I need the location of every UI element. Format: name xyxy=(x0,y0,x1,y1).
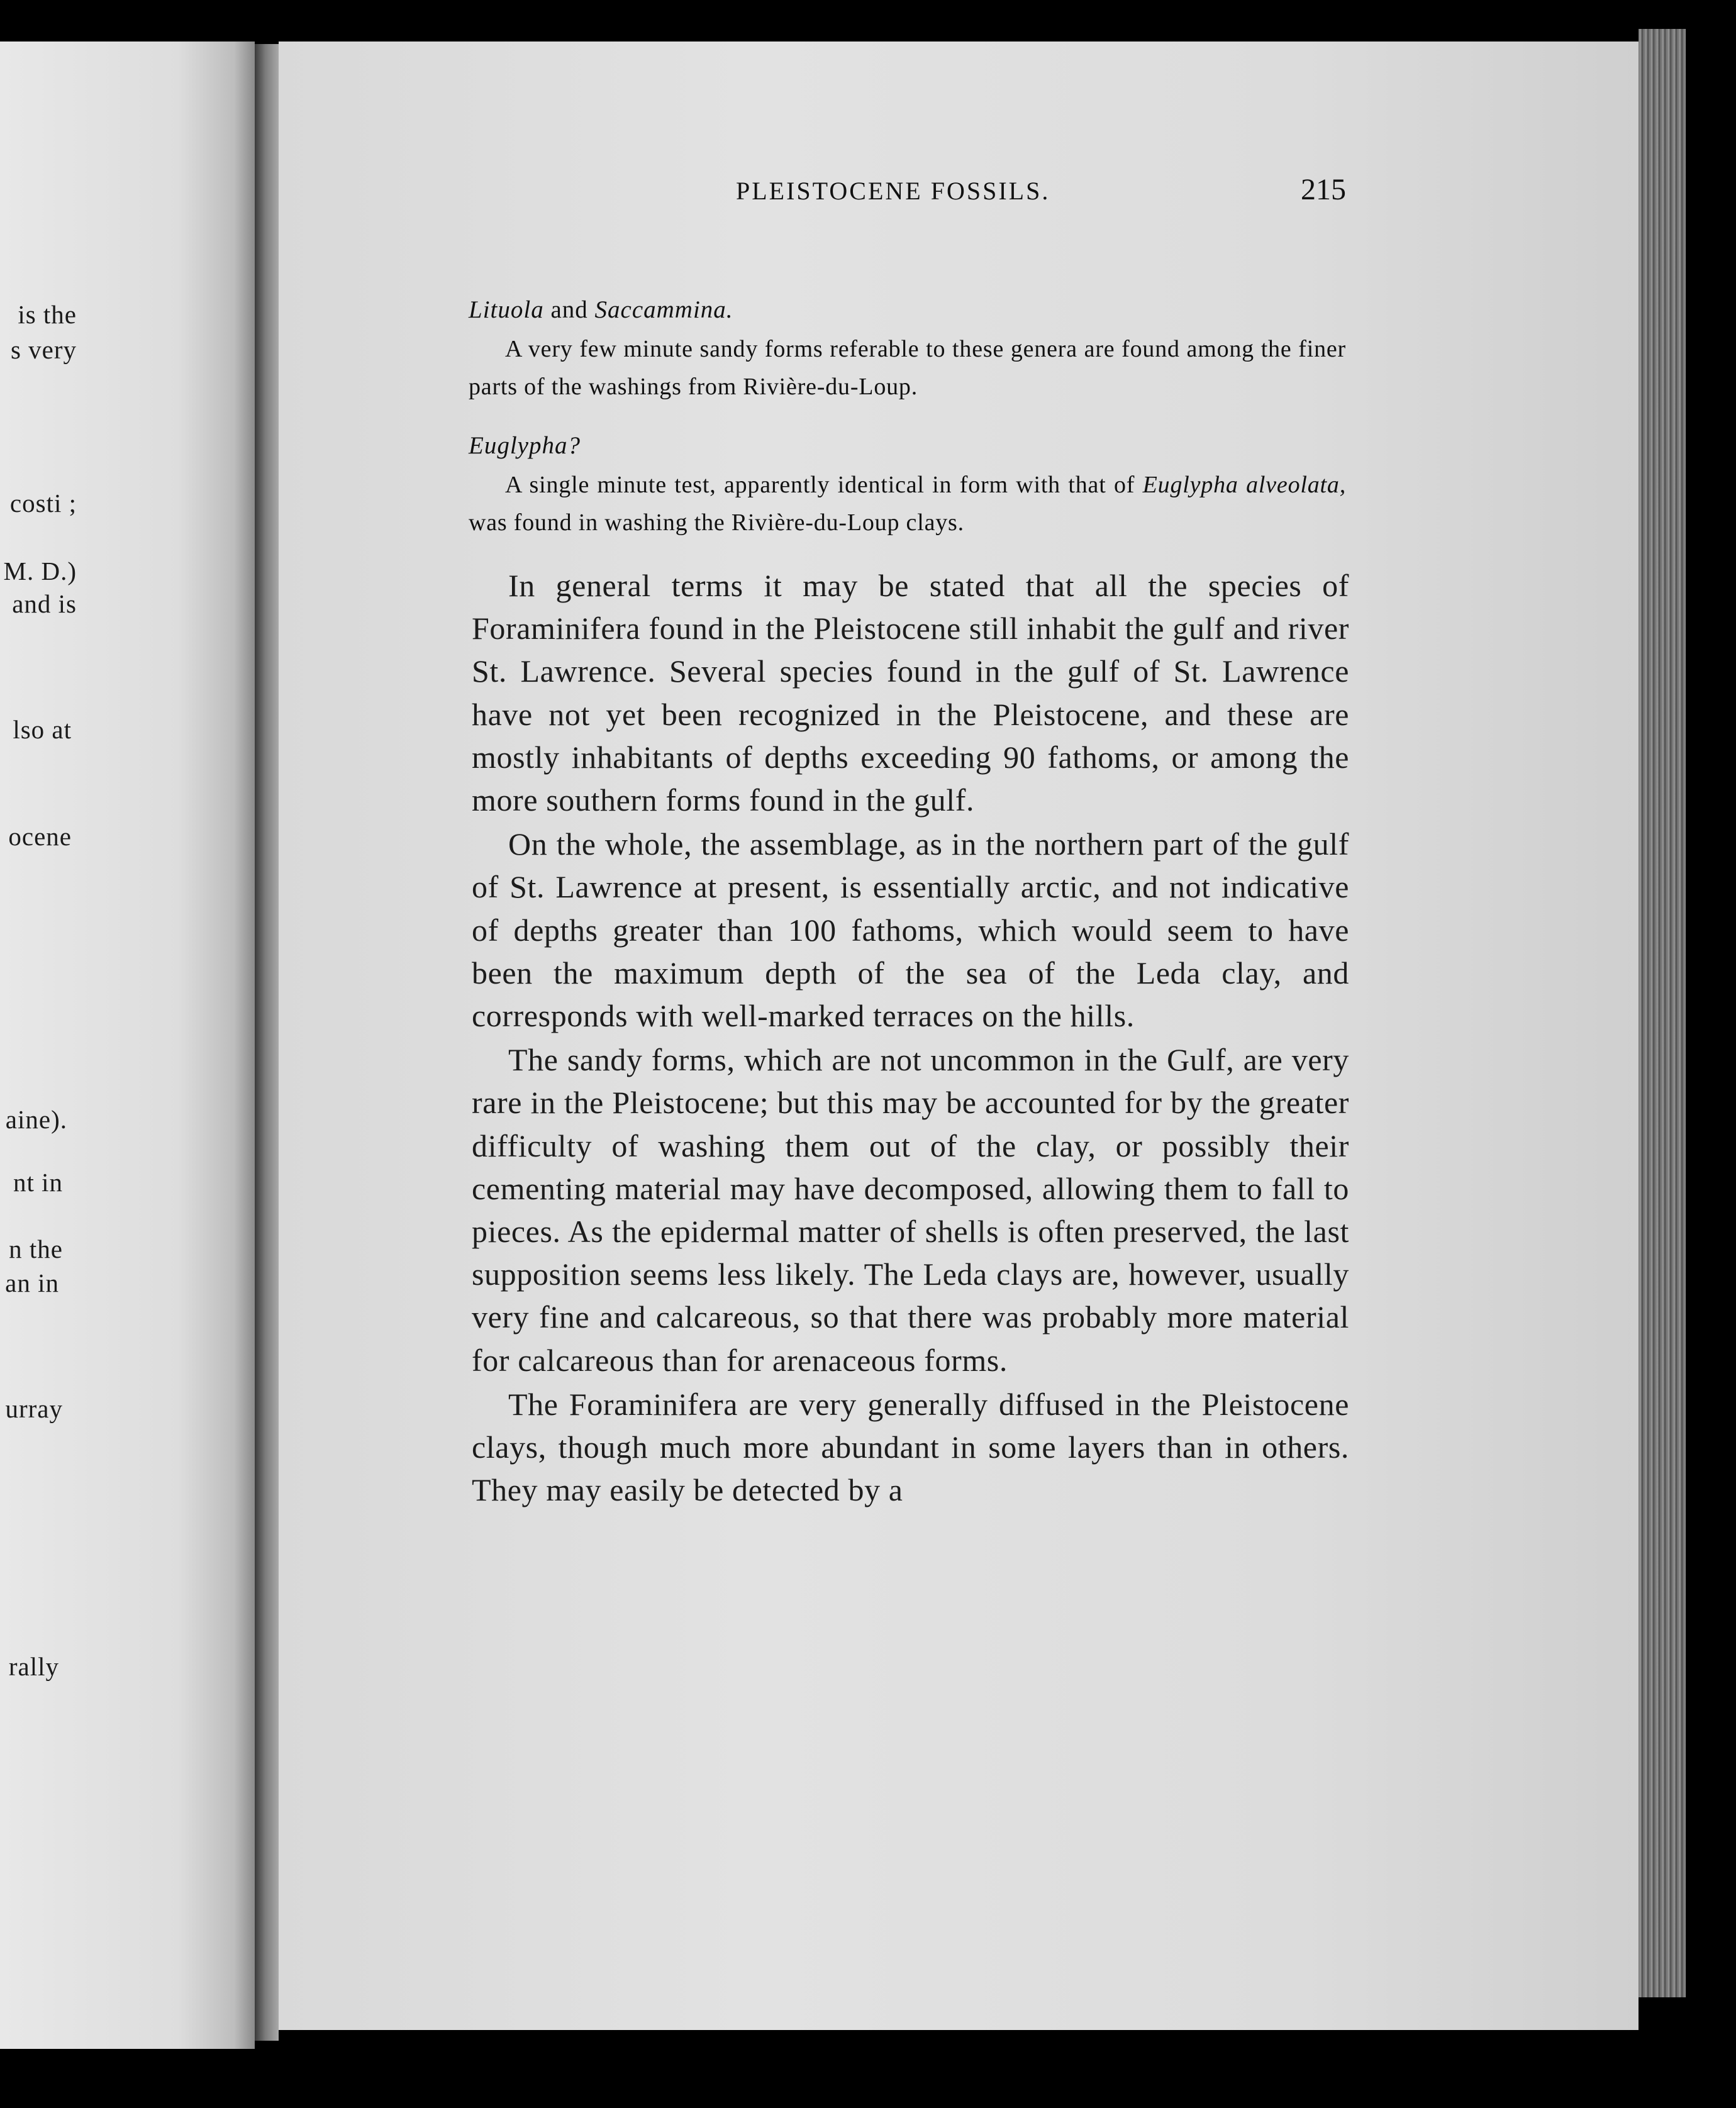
species-name: Euglypha alveolata, xyxy=(1142,472,1346,498)
running-head xyxy=(453,173,1346,214)
left-fragment: M. D.) xyxy=(3,557,77,585)
genus-name: Saccammina. xyxy=(594,296,733,323)
body-paragraph: The sandy forms, which are not uncommon in the Gulf, are very rare in the Pleistocene; but this may be accounted for by the greater difficulty of washing them out of the clay, or possibly their cementing material may have decomposed, allowing them to fall to pieces. As the epidermal matter of shells is often preserved, the last supposition seems less likely. The Leda clays are, however, usually very fine and calcareous, so that there was probably more material for calcareous than for arenaceous forms. xyxy=(472,1042,1349,1378)
section-heading: Euglypha? xyxy=(469,432,581,459)
left-fragment: is the xyxy=(18,300,77,329)
left-fragment: and is xyxy=(12,589,77,618)
section-text-start: A single minute test, apparently identical in form with that of xyxy=(505,472,1143,498)
left-fragment: rally xyxy=(8,1652,59,1681)
page-number: 215 xyxy=(1301,173,1346,206)
left-fragment: lso at xyxy=(13,715,72,744)
left-fragment: nt in xyxy=(13,1168,63,1197)
body-text xyxy=(472,564,1349,1512)
left-fragment: costi ; xyxy=(9,489,77,518)
section-text-end: was found in washing the Rivière-du-Loup clays. xyxy=(469,509,964,536)
body-paragraph: The Foraminifera are very generally diffused in the Pleistocene clays, though much more abundant in some layers than in others. They may easily be detected by a xyxy=(472,1386,1349,1508)
body-paragraph: In general terms it may be stated that all the species of Foraminifera found in the Pleistocene still inhabit the gulf and river St. Lawrence. Several species found in the gulf of St. Lawrence have not yet been recognized in the Pleistocene, and these are mostly inhabitants of depths exceeding 90 fathoms, or among the more southern forms found in the gulf. xyxy=(472,568,1349,818)
left-fragment: s very xyxy=(10,335,77,364)
left-fragment: aine). xyxy=(5,1105,67,1134)
section-lituola xyxy=(469,294,1346,406)
heading-conjunction: and xyxy=(543,296,595,323)
section-euglypha xyxy=(469,430,1346,541)
running-title: PLEISTOCENE FOSSILS. xyxy=(736,177,1050,205)
body-paragraph: On the whole, the assemblage, as in the northern part of the gulf of St. Lawrence at present, is essentially arctic, and not indicative of depths greater than 100 fathoms, which would seem to have been the maximum depth of the sea of the Leda clay, and corresponds with well-marked terraces on the hills. xyxy=(472,826,1349,1034)
section-text xyxy=(469,466,1346,541)
genus-name: Lituola xyxy=(469,296,544,323)
left-fragment: ocene xyxy=(8,822,72,851)
left-fragment: n the xyxy=(9,1234,63,1263)
book-gutter xyxy=(255,44,279,2041)
section-text: A very few minute sandy forms referable to these genera are found among the finer parts of the washings from Rivière-du-Loup. xyxy=(469,336,1346,400)
page-edges xyxy=(1639,29,1686,1997)
section-heading xyxy=(469,294,1346,326)
left-fragment: an in xyxy=(5,1268,59,1297)
previous-page-fragment xyxy=(0,42,255,2049)
left-fragment: urray xyxy=(5,1394,63,1423)
